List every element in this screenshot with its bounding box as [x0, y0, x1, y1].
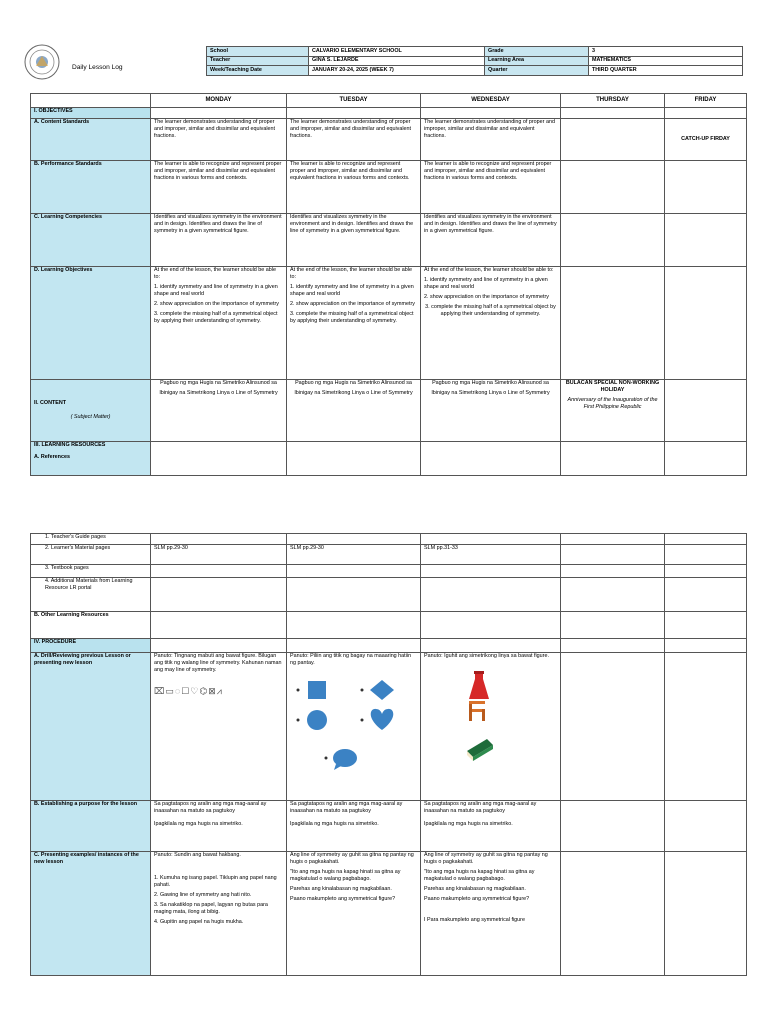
performance-standards-label: B. Performance Standards [31, 161, 151, 214]
presenting-examples-label: C. Presenting examples/ instances of the new lesson [31, 852, 151, 976]
content-standards-mon: The learner demonstrates understanding of proper and improper, similar and dissimilar and equivalent fractions. [151, 119, 287, 161]
corner-cell [31, 94, 151, 108]
week-label: Week/Teaching Date [207, 66, 309, 76]
day-friday: FRIDAY [665, 94, 747, 108]
performance-standards-tue: The learner is able to recognize and represent proper and improper, similar and dissimilar and equivalent fractions in various forms and contexts. [287, 161, 421, 214]
holiday-thursday: BULACAN SPECIAL NON-WORKING HOLIDAY Anniversary of the Inauguration of the First Philippine Republic [561, 380, 665, 442]
day-monday: MONDAY [151, 94, 287, 108]
content-wed: Pagbuo ng mga Hugis na Simetriko Alinsunod sa Ibinigay na Simetrikong Linya o Line of Symmetry [421, 380, 561, 442]
grade-value: 3 [589, 47, 743, 57]
school-label: School [207, 47, 309, 57]
week-value: JANUARY 20-24, 2025 (WEEK 7) [309, 66, 485, 76]
grade-label: Grade [485, 47, 589, 57]
lm-pages-mon: SLM pp.29-30 [151, 545, 287, 565]
lm-pages-label: 2. Learner's Material pages [31, 545, 151, 565]
learning-objectives-mon: At the end of the lesson, the learner should be able to: 1. identify symmetry and line of symmetry in a given shape and real world 2. show appreciation on the importance of symmetry 3. complete the missing half of a symmetrical object by applying their understanding of symmetry. [151, 267, 287, 380]
learning-area-value: MATHEMATICS [589, 56, 743, 66]
content-standards-wed: The learner demonstrates understanding of proper and improper, similar and dissimilar and equivalent fractions. [421, 119, 561, 161]
purpose-wed: Sa pagtatapos ng aralin ang mga mag-aaral ay inaasahan na matuto sa pagtukoy Ipagkilala ng mga hugis na simetriko. [421, 801, 561, 852]
lm-pages-tue: SLM pp.29-30 [287, 545, 421, 565]
dress-chair-book-icons [459, 671, 499, 771]
daily-lesson-log-title: Daily Lesson Log [72, 64, 123, 71]
tg-pages-label: 1. Teacher's Guide pages [31, 534, 151, 545]
day-tuesday: TUESDAY [287, 94, 421, 108]
lesson-log-table-part1 [30, 93, 747, 476]
drill-label: A. Drill/Reviewing previous Lesson or presenting new lesson [31, 653, 151, 801]
content-section: II. CONTENT ( Subject Matter) [31, 380, 151, 442]
purpose-tue: Sa pagtatapos ng aralin ang mga mag-aaral ay inaasahan na matuto sa pagtukoy Ipagkilala ng mga hugis na simetriko. [287, 801, 421, 852]
teacher-value: GINA S. LEJARDE [309, 56, 485, 66]
other-resources-label: B. Other Learning Resources [31, 612, 151, 639]
procedure-section: IV. PROCEDURE [31, 639, 151, 653]
drill-wed: Panuto: Iguhit ang simetrikong linya sa bawat figure. [421, 653, 561, 801]
lesson-log-table-part2 [30, 533, 747, 976]
learning-competencies-wed: Identifies and visualizes symmetry in the environment and in design. Identifies and draws the line of symmetry in a given symmetrical figure. [421, 214, 561, 267]
learning-objectives-wed: At the end of the lesson, the learner should be able to: 1. identify symmetry and line of symmetry in a given shape and real world 2. show appreciation on the importance of symmetry 3. complete the missing half of a symmetrical object by applying their understanding of symmetry. [421, 267, 561, 380]
school-value: CALVARIO ELEMENTARY SCHOOL [309, 47, 485, 57]
quarter-value: THIRD QUARTER [589, 66, 743, 76]
objectives-section: I. OBJECTIVES [31, 108, 151, 119]
presenting-examples-tue: Ang line of symmetry ay guhit sa gitna ng pantay ng hugis o pagkakahati. "Ito ang mga hugis na kapag hinati sa gitna ay magkatulad o walang pagbabago. Parehas ang kinalabasan ng magkabilaan. Paano makumpleto ang symmetrical figure? [287, 852, 421, 976]
drill-mon: Panuto: Tingnang mabuti ang bawat figure. Bilugan ang titik ng walang line of symmetry. Kahunan naman ang may line of symmetry. ⌧▭◌☐♡⌬⊠⩘ [151, 653, 287, 801]
learning-resources-section: III. LEARNING RESOURCES A. References [31, 442, 151, 476]
purpose-label: B. Establishing a purpose for the lesson [31, 801, 151, 852]
shapes-row-icon: ⌧▭◌☐♡⌬⊠⩘ [154, 686, 223, 697]
learning-objectives-label: D. Learning Objectives [31, 267, 151, 380]
content-standards-tue: The learner demonstrates understanding of proper and improper, similar and dissimilar and equivalent fractions. [287, 119, 421, 161]
day-thursday: THURSDAY [561, 94, 665, 108]
performance-standards-mon: The learner is able to recognize and represent proper and improper, similar and dissimilar and equivalent fractions in various forms and contexts. [151, 161, 287, 214]
teacher-label: Teacher [207, 56, 309, 66]
content-standards-label: A. Content Standards [31, 119, 151, 161]
additional-materials-label: 4. Additional Materials from Learning Resource LR portal [31, 578, 151, 612]
learning-competencies-tue: Identifies and visualizes symmetry in the environment and in design. Identifies and draws the line of symmetry in a given symmetrical figure. [287, 214, 421, 267]
content-tue: Pagbuo ng mga Hugis na Simetriko Alinsunod sa Ibinigay na Simetrikong Linya o Line of Symmetry [287, 380, 421, 442]
lm-pages-wed: SLM pp.31-33 [421, 545, 561, 565]
blue-shapes-icon [290, 678, 418, 778]
quarter-label: Quarter [485, 66, 589, 76]
content-mon: Pagbuo ng mga Hugis na Simetriko Alinsunod sa Ibinigay na Simetrikong Linya o Line of Symmetry [151, 380, 287, 442]
learning-objectives-tue: At the end of the lesson, the learner should be able to: 1. identify symmetry and line of symmetry in a given shape and real world 2. show appreciation on the importance of symmetry 3. complete the missing half of a symmetrical object by applying their understanding of symmetry. [287, 267, 421, 380]
presenting-examples-wed: Ang line of symmetry ay guhit sa gitna ng pantay ng hugis o pagkakahati. "Ito ang mga hugis na kapag hinati sa gitna ay magkatulad o walang pagbabago. Parehas ang kinalabasan ng magkabilaan. Paano makumpleto ang symmetrical figure? I Para makumpleto ang symmetrical figure [421, 852, 561, 976]
deped-seal-logo [24, 44, 60, 80]
performance-standards-wed: The learner is able to recognize and represent proper and improper, similar and dissimilar and equivalent fractions in various forms and contexts. [421, 161, 561, 214]
learning-competencies-label: C. Learning Competencies [31, 214, 151, 267]
info-table [206, 46, 743, 76]
purpose-mon: Sa pagtatapos ng aralin ang mga mag-aaral ay inaasahan na matuto sa pagtukoy Ipagkilala ng mga hugis na simetriko. [151, 801, 287, 852]
learning-competencies-mon: Identifies and visualizes symmetry in the environment and in design. Identifies and draws the line of symmetry in a given symmetrical figure. [151, 214, 287, 267]
textbook-pages-label: 3. Textbook pages [31, 565, 151, 578]
presenting-examples-mon: Panuto: Sundin ang bawat hakbang. 1. Kumuha ng isang papel. Tiklupin ang papel nang pahati. 2. Gawing line of symmetry ang hati nito. 3. Sa nakatiklop na papel, lagyan ng butas para maging mata, ilong at bibig. 4. Gupitin ang papel na hugis mukha. [151, 852, 287, 976]
learning-area-label: Learning Area [485, 56, 589, 66]
drill-tue: Panuto: Piliin ang titik ng bagay na maaaring hatiin ng pantay. [287, 653, 421, 801]
day-wednesday: WEDNESDAY [421, 94, 561, 108]
catch-up-friday: CATCH-UP FIRDAY [665, 119, 747, 161]
